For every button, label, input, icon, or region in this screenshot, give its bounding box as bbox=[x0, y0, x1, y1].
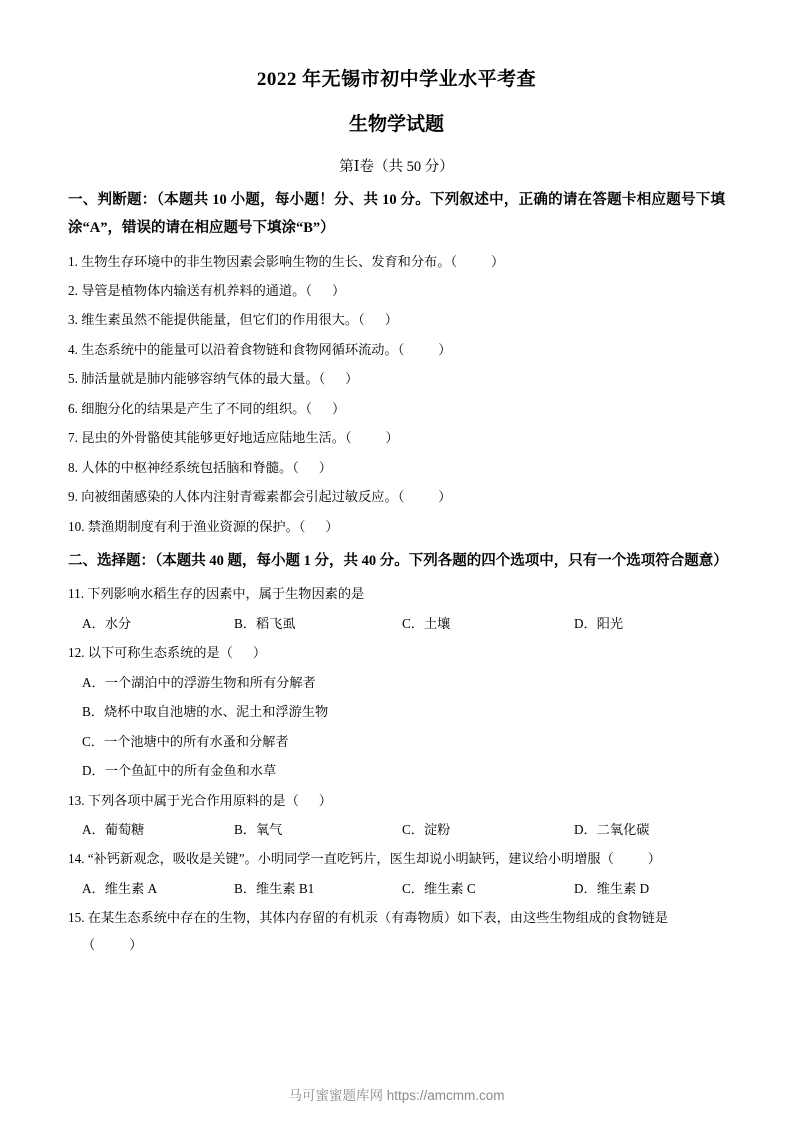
question-text: “补钙新观念，吸收是关键”。小明同学一直吃钙片，医生却说小明缺钙，建议给小明增服（ bbox=[87, 851, 614, 867]
question-item bbox=[68, 517, 725, 537]
section-heading-1: 一、判断题：（本题共 10 小题，每小题！分、共 10 分。下列叙述中，正确的请在答题卡相应题号下填涂“A”，错误的请在相应题号下填涂“B”） bbox=[68, 192, 725, 237]
question-text: 下列影响水稻生存的因素中，属于生物因素的是 bbox=[87, 586, 365, 602]
watermark: 马可蜜蜜题库网 https://amcmm.com bbox=[288, 1088, 505, 1103]
question-blank-close: ） bbox=[438, 341, 452, 357]
question-text: 导管是植物体内输送有机养料的通道。（ bbox=[81, 282, 312, 298]
question-number: 1. bbox=[68, 253, 78, 269]
question-number: 10. bbox=[68, 518, 85, 534]
option-c[interactable]: C．淀粉 bbox=[402, 821, 451, 837]
option-row bbox=[68, 820, 725, 840]
option-b[interactable]: B．稻飞虱 bbox=[234, 615, 296, 631]
question-text: 维生素虽然不能提供能量，但它们的作用很大。（ bbox=[81, 312, 365, 328]
question-number: 3. bbox=[68, 312, 78, 328]
question-text: 以下可称生态系统的是（ bbox=[87, 645, 233, 661]
question-blank-open: （ bbox=[82, 936, 96, 952]
question-number: 6. bbox=[68, 400, 78, 416]
option-b[interactable]: B．维生素 B1 bbox=[234, 880, 315, 896]
question-blank-close: ） bbox=[385, 430, 399, 446]
question-number: 13. bbox=[68, 792, 85, 808]
option-c[interactable]: C．维生素 C bbox=[402, 880, 476, 896]
question-text: 细胞分化的结果是产生了不同的组织。（ bbox=[81, 400, 312, 416]
question-text: 人体的中枢神经系统包括脑和脊髓。（ bbox=[81, 459, 299, 475]
option-c[interactable]: C．一个池塘中的所有水蚤和分解者 bbox=[82, 733, 289, 749]
question-blank-close: ） bbox=[318, 459, 332, 475]
question-number: 5. bbox=[68, 371, 78, 387]
option-row bbox=[68, 614, 725, 634]
option-b[interactable]: B．氧气 bbox=[234, 821, 283, 837]
question-number: 4. bbox=[68, 341, 78, 357]
question-item bbox=[68, 340, 725, 360]
choice-question bbox=[68, 849, 725, 869]
question-item bbox=[68, 252, 725, 272]
question-number: 11. bbox=[68, 586, 84, 602]
choice-question bbox=[68, 791, 725, 811]
question-text: 禁渔期制度有利于渔业资源的保护。（ bbox=[87, 518, 306, 534]
question-number: 15. bbox=[68, 910, 85, 926]
question-number: 14. bbox=[68, 851, 85, 867]
option-a[interactable]: A．维生素 A bbox=[82, 880, 158, 896]
option-c[interactable]: C．土壤 bbox=[402, 615, 451, 631]
section-heading-2: 二、选择题：（本题共 40 题，每小题 1 分，共 40 分。下列各题的四个选项中，只有一个选项符合题意） bbox=[68, 553, 728, 570]
question-item bbox=[68, 310, 725, 330]
question-item bbox=[68, 428, 725, 448]
question-text: 生物生存环境中的非生物因素会影响生物的生长、发育和分布。（ bbox=[81, 253, 458, 269]
question-item bbox=[68, 458, 725, 478]
question-item bbox=[68, 281, 725, 301]
option-d[interactable]: D．一个鱼缸中的所有金鱼和水草 bbox=[82, 763, 277, 779]
option-a[interactable]: A．一个湖泊中的浮游生物和所有分解者 bbox=[82, 674, 316, 690]
question-blank-close: ） bbox=[438, 489, 452, 505]
question-text: 向被细菌感染的人体内注射青霉素都会引起过敏反应。（ bbox=[81, 489, 405, 505]
question-number: 12. bbox=[68, 645, 85, 661]
question-item bbox=[68, 369, 725, 389]
option-d[interactable]: D．阳光 bbox=[574, 615, 624, 631]
question-text: 下列各项中属于光合作用原料的是（ bbox=[87, 792, 299, 808]
question-blank-close: ） bbox=[325, 518, 339, 534]
question-blank-close: ） bbox=[252, 645, 267, 661]
question-continuation bbox=[68, 935, 725, 955]
question-text: 肺活量就是肺内能够容纳气体的最大量。（ bbox=[81, 371, 326, 387]
question-text: 在某生态系统中存在的生物，其体内存留的有机汞（有毒物质）如下表，由这些生物组成的食物链是 bbox=[87, 910, 669, 926]
option-d[interactable]: D．二氧化碳 bbox=[574, 821, 650, 837]
question-number: 8. bbox=[68, 459, 78, 475]
question-item bbox=[68, 399, 725, 419]
question-text: 昆虫的外骨骼使其能够更好地适应陆地生活。（ bbox=[81, 430, 352, 446]
choice-question bbox=[68, 908, 725, 928]
page-title: 2022 年无锡市初中学业水平考查 bbox=[256, 69, 537, 90]
question-number: 9. bbox=[68, 489, 78, 505]
question-number: 2. bbox=[68, 282, 78, 298]
question-number: 7. bbox=[68, 430, 78, 446]
option-list bbox=[68, 673, 725, 782]
option-d[interactable]: D．维生素 D bbox=[574, 880, 650, 896]
choice-question bbox=[68, 584, 725, 604]
question-blank-close: ） bbox=[331, 400, 346, 416]
option-a[interactable]: A．葡萄糖 bbox=[82, 821, 145, 837]
question-blank-close: ） bbox=[331, 282, 346, 298]
question-blank-close: ） bbox=[491, 253, 505, 269]
question-blank-close: ） bbox=[129, 936, 143, 952]
choice-question bbox=[68, 643, 725, 663]
option-row bbox=[68, 879, 725, 899]
option-b[interactable]: B．烧杯中取自池塘的水、泥土和浮游生物 bbox=[82, 704, 329, 720]
option-a[interactable]: A．水分 bbox=[82, 615, 132, 631]
page-subject-title: 生物学试题 bbox=[348, 113, 444, 135]
question-item bbox=[68, 487, 725, 507]
question-blank-close: ） bbox=[647, 851, 661, 867]
question-text: 生态系统中的能量可以沿着食物链和食物网循环流动。（ bbox=[81, 341, 405, 357]
question-blank-close: ） bbox=[318, 792, 332, 808]
question-blank-close: ） bbox=[384, 312, 398, 328]
volume-label: 第Ⅰ卷（共 50 分） bbox=[339, 159, 454, 175]
question-blank-close: ） bbox=[345, 371, 359, 387]
